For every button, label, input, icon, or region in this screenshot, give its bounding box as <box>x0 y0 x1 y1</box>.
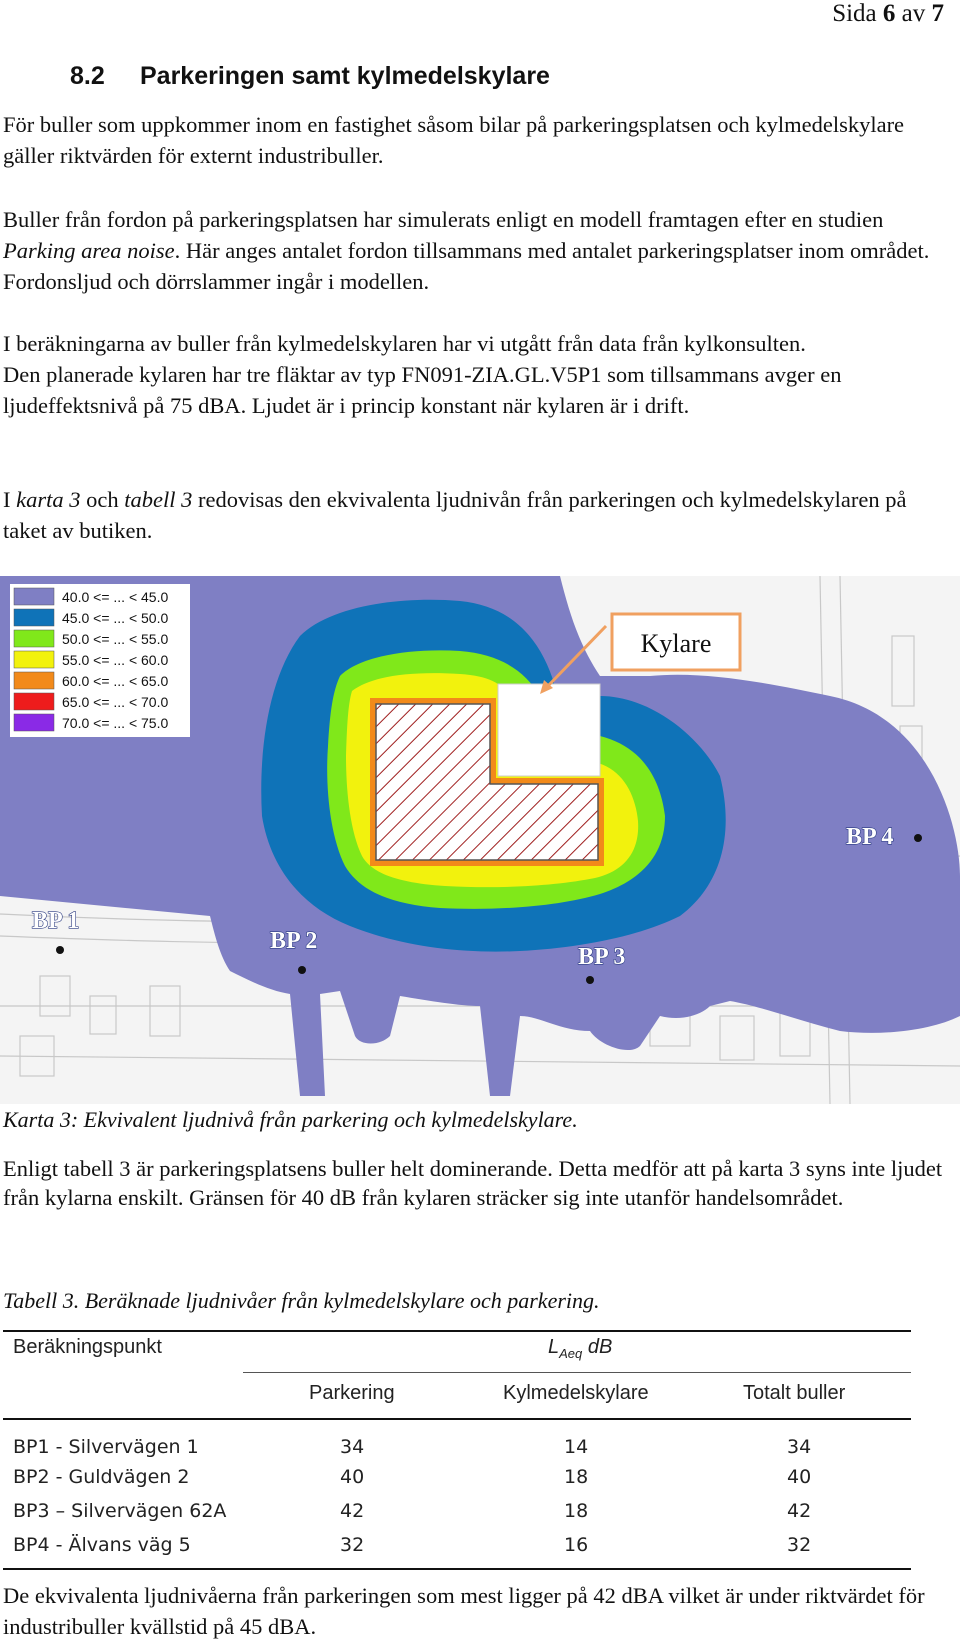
noise-map-graphic <box>0 576 960 1104</box>
paragraph-3 <box>3 328 953 421</box>
legend-label: 65.0 <= ... < 70.0 <box>62 694 169 710</box>
paragraph-6: De ekvivalenta ljudnivåerna från parkeringen som mest ligger på 42 dBA vilket är under riktvärdet för industribuller kvällstid på 45 dBA. <box>3 1583 925 1639</box>
cell-parkering: 40 <box>340 1466 365 1488</box>
page-of: av <box>901 0 926 27</box>
cell-totalt: 42 <box>787 1500 812 1522</box>
paragraph-1: För buller som uppkommer inom en fastighet såsom bilar på parkeringsplatsen och kylmedelskylare gäller riktvärden för externt industribuller. <box>3 112 905 168</box>
legend-swatch <box>14 714 54 731</box>
paragraph-4-a: I <box>3 487 17 512</box>
cell-totalt: 40 <box>787 1466 812 1488</box>
legend-swatch <box>14 588 54 605</box>
cell-point: BP1 - Silvervägen 1 <box>13 1436 199 1458</box>
section-title: Parkeringen samt kylmedelskylare <box>140 62 550 90</box>
legend-swatch <box>14 693 54 710</box>
paragraph-2-end: . Här anges antalet fordon tillsammans med antalet parkeringsplatser inom området. Fordonsljud och dörrslammer ingår i modellen. <box>3 238 930 294</box>
legend-swatch <box>14 651 54 668</box>
point-marker-bp4 <box>914 834 922 842</box>
legend-swatch <box>14 672 54 689</box>
cell-totalt: 32 <box>787 1534 812 1556</box>
paragraph-4 <box>3 484 953 546</box>
cell-parkering: 32 <box>340 1534 365 1556</box>
page-number <box>832 0 944 28</box>
header-laeq-unit: dB <box>582 1336 613 1358</box>
header-point: Beräkningspunkt <box>13 1336 162 1358</box>
point-label-bp1: BP 1 <box>32 908 80 934</box>
table-group-rule <box>243 1372 911 1373</box>
point-marker-bp2 <box>298 966 306 974</box>
callout-label: Kylare <box>640 629 712 658</box>
cell-parkering: 34 <box>340 1436 365 1458</box>
page-current: 6 <box>882 0 896 27</box>
legend-label: 60.0 <= ... < 65.0 <box>62 673 169 689</box>
point-marker-bp3 <box>586 976 594 984</box>
cooler-roof-area <box>498 684 600 776</box>
cell-kylare: 14 <box>564 1436 589 1458</box>
noise-map <box>0 576 960 1104</box>
cell-kylare: 16 <box>564 1534 589 1556</box>
paragraph-5: Enligt tabell 3 är parkeringsplatsens buller helt dominerande. Detta medför att på karta 3 syns inte ljudet från kylarna enskilt. Gränsen för 40 dB från kylaren sträcker sig inte utanför handelsområdet. <box>3 1156 943 1210</box>
map-legend <box>10 584 190 737</box>
table-header-rule <box>3 1418 911 1420</box>
paragraph-3-line-1: I beräkningarna av buller från kylmedelskylaren har vi utgått från data från kylkonsulten. <box>3 331 806 356</box>
cell-parkering: 42 <box>340 1500 365 1522</box>
page-total: 7 <box>931 0 944 27</box>
header-laeq-main: L <box>548 1336 560 1358</box>
paragraph-4-c: och <box>80 487 125 512</box>
legend-label: 50.0 <= ... < 55.0 <box>62 631 169 647</box>
point-marker-bp1 <box>56 946 64 954</box>
paragraph-4-e: redovisas den ekvivalenta ljudnivån från parkeringen och kylmedelskylaren på taket av butiken. <box>3 487 907 543</box>
cell-kylare: 18 <box>564 1500 589 1522</box>
paragraph-3-line-2: Den planerade kylaren har tre fläktar av typ FN091-ZIA.GL.V5P1 som tillsammans avger en ljudeffektsnivå på 75 dBA. Ljudet är i princip konstant när kylaren är i drift. <box>3 362 842 418</box>
cell-point: BP3 – Silvervägen 62A <box>13 1500 227 1522</box>
paragraph-2-study: Parking area noise <box>3 238 175 263</box>
legend-label: 40.0 <= ... < 45.0 <box>62 589 169 605</box>
point-label-bp2: BP 2 <box>270 928 318 954</box>
cell-point: BP2 - Guldvägen 2 <box>13 1466 190 1488</box>
map-caption: Karta 3: Ekvivalent ljudnivå från parkering och kylmedelskylare. <box>3 1107 578 1132</box>
paragraph-4-table-ref: tabell 3 <box>124 487 193 512</box>
legend-swatch <box>14 630 54 647</box>
legend-swatch <box>14 609 54 626</box>
paragraph-2-start: Buller från fordon på parkeringsplatsen har simulerats enligt en modell framtagen efter en studien <box>3 207 884 232</box>
legend-label: 45.0 <= ... < 50.0 <box>62 610 169 626</box>
header-laeq <box>548 1336 612 1361</box>
paragraph-4-map-ref: karta 3 <box>16 487 81 512</box>
page-label: Sida <box>832 0 877 27</box>
table-bottom-rule <box>3 1568 911 1570</box>
cell-kylare: 18 <box>564 1466 589 1488</box>
header-kylmedelskylare: Kylmedelskylare <box>503 1382 649 1404</box>
cell-point: BP4 - Älvans väg 5 <box>13 1534 191 1556</box>
paragraph-2 <box>3 204 953 297</box>
table-top-rule <box>3 1330 911 1332</box>
table-caption: Tabell 3. Beräknade ljudnivåer från kylmedelskylare och parkering. <box>3 1288 600 1313</box>
section-number: 8.2 <box>70 62 105 90</box>
header-totalt-buller: Totalt buller <box>743 1382 846 1404</box>
legend-label: 55.0 <= ... < 60.0 <box>62 652 169 668</box>
point-label-bp3: BP 3 <box>578 944 626 970</box>
section-heading <box>70 62 550 91</box>
header-laeq-sub: Aeq <box>559 1346 583 1361</box>
legend-label: 70.0 <= ... < 75.0 <box>62 715 169 731</box>
cell-totalt: 34 <box>787 1436 812 1458</box>
point-label-bp4: BP 4 <box>846 824 894 850</box>
header-parkering: Parkering <box>309 1382 395 1404</box>
